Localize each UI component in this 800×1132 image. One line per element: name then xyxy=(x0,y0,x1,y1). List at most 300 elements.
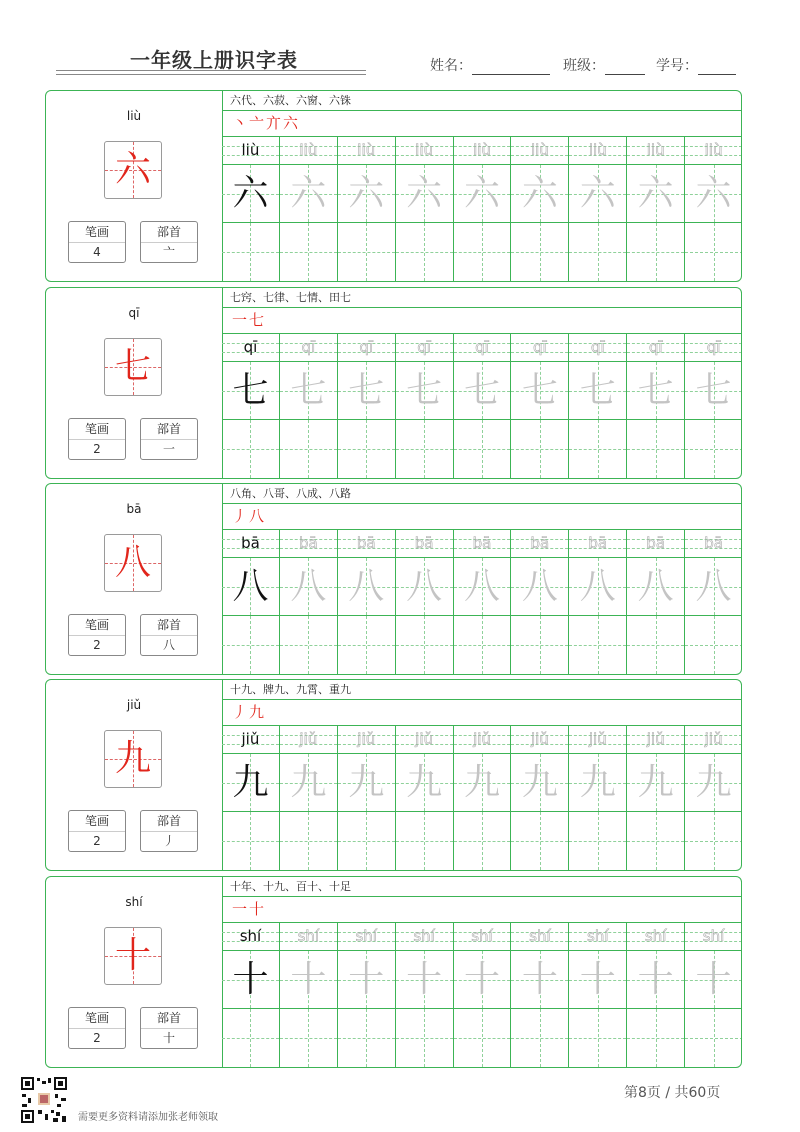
pinyin-trace: liù xyxy=(646,141,665,159)
pinyin-trace: shí xyxy=(297,927,320,945)
character-card xyxy=(45,876,742,1068)
character-trace: 七 xyxy=(579,370,616,411)
character-practice-cell[interactable] xyxy=(685,165,742,223)
blank-practice-cell[interactable] xyxy=(685,616,742,674)
character-practice-cell[interactable] xyxy=(222,362,280,420)
pinyin-practice-cell[interactable] xyxy=(511,726,569,754)
pinyin-trace: bā xyxy=(588,534,608,552)
main-character-box xyxy=(104,338,162,396)
stroke-order: 一十 xyxy=(222,897,742,923)
character-trace: 八 xyxy=(348,566,385,607)
pinyin-trace: bā xyxy=(414,534,434,552)
pinyin-trace: qī xyxy=(590,338,605,356)
character-trace: 十 xyxy=(521,959,558,1000)
blank-practice-cell[interactable] xyxy=(685,812,742,870)
pinyin-practice-cell[interactable] xyxy=(627,726,685,754)
blank-practice-cell[interactable] xyxy=(511,616,569,674)
stroke-count-label: 笔画 xyxy=(69,419,125,440)
radical-value: 十 xyxy=(162,1031,175,1045)
blank-practice-cell[interactable] xyxy=(569,812,627,870)
pinyin-label: shí xyxy=(125,895,143,909)
pinyin-practice-cell[interactable] xyxy=(627,334,685,362)
name-field[interactable] xyxy=(430,55,550,75)
blank-practice-cell[interactable] xyxy=(280,223,338,281)
character-trace: 十 xyxy=(463,959,500,1000)
blank-practice-cell[interactable] xyxy=(627,1009,685,1067)
pinyin-practice-cell[interactable] xyxy=(338,726,396,754)
character-card xyxy=(45,90,742,282)
pinyin-practice-cell[interactable] xyxy=(627,137,685,165)
card-practice-panel xyxy=(222,484,742,674)
character-practice-cell[interactable] xyxy=(627,951,685,1009)
character-practice-cell[interactable] xyxy=(511,558,569,616)
blank-practice-cell[interactable] xyxy=(511,812,569,870)
character-practice-cell[interactable] xyxy=(454,362,512,420)
pinyin-practice-cell[interactable] xyxy=(338,923,396,951)
character-practice-cell[interactable] xyxy=(569,951,627,1009)
pinyin-practice-cell[interactable] xyxy=(396,726,454,754)
example-words: 六代、六菽、六窗、六铢 xyxy=(222,91,742,111)
stroke-count-value: 4 xyxy=(93,245,101,259)
character-trace: 九 xyxy=(695,762,732,803)
character-trace: 六 xyxy=(406,173,443,214)
character-trace: 六 xyxy=(348,173,385,214)
radical-label: 部首 xyxy=(141,811,197,832)
pinyin-practice-cell[interactable] xyxy=(338,137,396,165)
pinyin-model: jiǔ xyxy=(241,730,260,748)
main-character: 七 xyxy=(114,346,151,387)
character-trace: 八 xyxy=(406,566,443,607)
character-trace: 九 xyxy=(290,762,327,803)
character-practice-cell[interactable] xyxy=(454,558,512,616)
stroke-count-label: 笔画 xyxy=(69,615,125,636)
character-trace: 十 xyxy=(348,959,385,1000)
character-trace: 八 xyxy=(637,566,674,607)
pinyin-model: shí xyxy=(239,927,262,945)
character-practice-cell[interactable] xyxy=(222,951,280,1009)
pinyin-trace: shí xyxy=(644,927,667,945)
pinyin-practice-cell[interactable] xyxy=(454,137,512,165)
radical-label: 部首 xyxy=(141,615,197,636)
name-label: 姓名： xyxy=(430,58,472,74)
pinyin-practice-cell[interactable] xyxy=(222,137,280,165)
character-trace: 八 xyxy=(463,566,500,607)
character-trace: 九 xyxy=(463,762,500,803)
page-number: 第8页 / 共60页 xyxy=(624,1085,721,1101)
radical-value: 八 xyxy=(162,638,175,652)
character-practice-cell[interactable] xyxy=(685,362,742,420)
card-practice-panel xyxy=(222,91,742,281)
character-trace: 七 xyxy=(290,370,327,411)
main-character: 六 xyxy=(114,149,151,190)
character-model: 九 xyxy=(232,762,269,803)
stroke-count-value: 2 xyxy=(93,442,101,456)
character-practice-cell[interactable] xyxy=(338,951,396,1009)
blank-practice-cell[interactable] xyxy=(280,812,338,870)
blank-practice-cell[interactable] xyxy=(627,616,685,674)
character-practice-cell[interactable] xyxy=(396,754,454,812)
pinyin-trace: qī xyxy=(475,338,489,356)
radical-label: 部首 xyxy=(141,222,197,243)
pinyin-practice-cell[interactable] xyxy=(569,530,627,558)
character-card xyxy=(45,483,742,675)
radical-box xyxy=(140,810,198,852)
character-practice-cell[interactable] xyxy=(280,558,338,616)
pinyin-label: bā xyxy=(126,502,142,516)
main-character-box xyxy=(104,927,162,985)
blank-practice-cell[interactable] xyxy=(222,1009,280,1067)
pinyin-model: bā xyxy=(241,534,260,552)
pinyin-trace: jiǔ xyxy=(588,730,607,748)
character-trace: 九 xyxy=(348,762,385,803)
class-field[interactable] xyxy=(563,55,645,75)
stroke-count-label: 笔画 xyxy=(69,811,125,832)
character-trace: 六 xyxy=(637,173,674,214)
radical-label: 部首 xyxy=(141,1008,197,1029)
pinyin-practice-cell[interactable] xyxy=(569,334,627,362)
pinyin-practice-cell[interactable] xyxy=(222,530,280,558)
stroke-order: 丿九 xyxy=(222,700,742,726)
pinyin-trace: liù xyxy=(473,141,491,159)
pinyin-practice-cell[interactable] xyxy=(685,137,742,165)
character-practice-cell[interactable] xyxy=(454,165,512,223)
stroke-count-box xyxy=(68,810,126,852)
character-practice-cell[interactable] xyxy=(280,754,338,812)
pinyin-trace: qī xyxy=(648,338,663,356)
character-practice-cell[interactable] xyxy=(396,951,454,1009)
pinyin-practice-cell[interactable] xyxy=(454,923,512,951)
pinyin-practice-cell[interactable] xyxy=(222,726,280,754)
pinyin-trace: jiǔ xyxy=(473,730,491,748)
blank-practice-cell[interactable] xyxy=(338,812,396,870)
practice-grid xyxy=(222,334,742,479)
pinyin-practice-cell[interactable] xyxy=(280,726,338,754)
pinyin-practice-cell[interactable] xyxy=(222,923,280,951)
pinyin-trace: shí xyxy=(587,927,609,945)
character-trace: 六 xyxy=(463,173,500,214)
blank-practice-cell[interactable] xyxy=(454,223,512,281)
character-trace: 六 xyxy=(579,173,616,214)
character-trace: 十 xyxy=(579,959,616,1000)
character-trace: 十 xyxy=(406,959,443,1000)
radical-value: 亠 xyxy=(162,245,175,259)
pinyin-practice-cell[interactable] xyxy=(280,530,338,558)
practice-grid xyxy=(222,530,742,675)
example-words: 十九、牌九、九霄、重九 xyxy=(222,680,742,700)
character-trace: 七 xyxy=(406,370,443,411)
radical-value: 丿 xyxy=(162,834,175,848)
blank-practice-cell[interactable] xyxy=(338,616,396,674)
pinyin-trace: bā xyxy=(472,534,492,552)
pinyin-trace: liù xyxy=(530,141,549,159)
card-practice-panel xyxy=(222,288,742,478)
stroke-count-value: 2 xyxy=(93,834,101,848)
pinyin-practice-cell[interactable] xyxy=(454,334,512,362)
blank-practice-cell[interactable] xyxy=(396,420,454,478)
blank-practice-cell[interactable] xyxy=(222,223,280,281)
character-model: 七 xyxy=(232,370,269,411)
blank-practice-cell[interactable] xyxy=(511,1009,569,1067)
blank-practice-cell[interactable] xyxy=(454,420,512,478)
title-underline-2 xyxy=(56,74,366,75)
practice-grid xyxy=(222,923,742,1068)
character-practice-cell[interactable] xyxy=(222,165,280,223)
pinyin-practice-cell[interactable] xyxy=(280,923,338,951)
pinyin-practice-cell[interactable] xyxy=(569,726,627,754)
pinyin-trace: jiǔ xyxy=(646,730,665,748)
pinyin-model: liù xyxy=(241,141,260,159)
pinyin-practice-cell[interactable] xyxy=(396,137,454,165)
stroke-count-box xyxy=(68,221,126,263)
character-card xyxy=(45,679,742,871)
character-practice-cell[interactable] xyxy=(396,558,454,616)
blank-practice-cell[interactable] xyxy=(569,420,627,478)
character-practice-cell[interactable] xyxy=(222,754,280,812)
character-trace: 六 xyxy=(290,173,327,214)
title-underline xyxy=(56,70,366,71)
character-practice-cell[interactable] xyxy=(338,165,396,223)
number-label: 学号： xyxy=(656,58,698,74)
character-practice-cell[interactable] xyxy=(396,165,454,223)
stroke-order: 一七 xyxy=(222,308,742,334)
character-practice-cell[interactable] xyxy=(511,165,569,223)
stroke-count-label: 笔画 xyxy=(69,1008,125,1029)
pinyin-trace: qī xyxy=(706,338,721,356)
character-practice-cell[interactable] xyxy=(627,754,685,812)
pinyin-trace: shí xyxy=(702,927,725,945)
character-practice-cell[interactable] xyxy=(280,951,338,1009)
blank-practice-cell[interactable] xyxy=(454,812,512,870)
pinyin-label: qī xyxy=(128,306,140,320)
pinyin-trace: liù xyxy=(299,141,318,159)
character-practice-cell[interactable] xyxy=(627,558,685,616)
blank-practice-cell[interactable] xyxy=(627,223,685,281)
pinyin-trace: bā xyxy=(356,534,376,552)
character-practice-cell[interactable] xyxy=(511,362,569,420)
blank-practice-cell[interactable] xyxy=(569,1009,627,1067)
pinyin-practice-cell[interactable] xyxy=(396,923,454,951)
blank-practice-cell[interactable] xyxy=(569,616,627,674)
character-practice-cell[interactable] xyxy=(280,165,338,223)
stroke-order: 丶亠亣六 xyxy=(222,111,742,137)
pinyin-practice-cell[interactable] xyxy=(222,334,280,362)
stroke-count-label: 笔画 xyxy=(69,222,125,243)
character-practice-cell[interactable] xyxy=(569,754,627,812)
class-blank[interactable] xyxy=(605,60,645,75)
blank-practice-cell[interactable] xyxy=(685,1009,742,1067)
pinyin-practice-cell[interactable] xyxy=(569,923,627,951)
character-trace: 九 xyxy=(521,762,558,803)
character-trace: 七 xyxy=(463,370,500,411)
pinyin-practice-cell[interactable] xyxy=(511,530,569,558)
character-practice-cell[interactable] xyxy=(338,754,396,812)
blank-practice-cell[interactable] xyxy=(280,616,338,674)
main-character-box xyxy=(104,141,162,199)
main-character: 八 xyxy=(114,542,151,583)
pinyin-label: jiǔ xyxy=(126,698,142,712)
pinyin-label: liù xyxy=(126,109,142,123)
stroke-count-value: 2 xyxy=(93,638,101,652)
pinyin-trace: liù xyxy=(357,141,376,159)
practice-grid xyxy=(222,726,742,871)
pinyin-practice-cell[interactable] xyxy=(511,137,569,165)
character-practice-cell[interactable] xyxy=(454,754,512,812)
pinyin-trace: qī xyxy=(359,338,374,356)
number-blank[interactable] xyxy=(698,60,736,75)
pinyin-practice-cell[interactable] xyxy=(338,530,396,558)
pinyin-trace: jiǔ xyxy=(357,730,376,748)
pinyin-practice-cell[interactable] xyxy=(569,137,627,165)
card-info-panel xyxy=(46,877,223,1067)
character-trace: 十 xyxy=(290,959,327,1000)
character-practice-cell[interactable] xyxy=(685,951,742,1009)
class-label: 班级： xyxy=(563,58,605,74)
pinyin-trace: shí xyxy=(471,927,493,945)
blank-practice-cell[interactable] xyxy=(222,812,280,870)
pinyin-trace: qī xyxy=(533,338,547,356)
radical-box xyxy=(140,418,198,460)
character-practice-cell[interactable] xyxy=(222,558,280,616)
blank-practice-cell[interactable] xyxy=(685,420,742,478)
pinyin-trace: liù xyxy=(704,141,723,159)
pinyin-practice-cell[interactable] xyxy=(396,530,454,558)
character-practice-cell[interactable] xyxy=(627,165,685,223)
blank-practice-cell[interactable] xyxy=(338,1009,396,1067)
blank-practice-cell[interactable] xyxy=(569,223,627,281)
character-trace: 八 xyxy=(521,566,558,607)
card-info-panel xyxy=(46,484,223,674)
page-title: 一年级上册识字表 xyxy=(130,48,298,72)
character-practice-cell[interactable] xyxy=(569,165,627,223)
pinyin-practice-cell[interactable] xyxy=(511,334,569,362)
pinyin-practice-cell[interactable] xyxy=(280,137,338,165)
blank-practice-cell[interactable] xyxy=(685,223,742,281)
pinyin-practice-cell[interactable] xyxy=(396,334,454,362)
pinyin-trace: bā xyxy=(530,534,550,552)
pinyin-practice-cell[interactable] xyxy=(454,726,512,754)
character-card xyxy=(45,287,742,479)
pinyin-practice-cell[interactable] xyxy=(627,530,685,558)
character-practice-cell[interactable] xyxy=(627,362,685,420)
character-trace: 九 xyxy=(579,762,616,803)
main-character-box xyxy=(104,730,162,788)
card-practice-panel xyxy=(222,877,742,1067)
main-character: 九 xyxy=(114,738,151,779)
character-practice-cell[interactable] xyxy=(338,558,396,616)
character-trace: 七 xyxy=(695,370,732,411)
blank-practice-cell[interactable] xyxy=(454,616,512,674)
blank-practice-cell[interactable] xyxy=(222,420,280,478)
character-trace: 八 xyxy=(290,566,327,607)
practice-grid xyxy=(222,137,742,282)
blank-practice-cell[interactable] xyxy=(396,223,454,281)
character-trace: 八 xyxy=(579,566,616,607)
pinyin-practice-cell[interactable] xyxy=(627,923,685,951)
card-practice-panel xyxy=(222,680,742,870)
pinyin-trace: bā xyxy=(298,534,318,552)
stroke-count-box xyxy=(68,418,126,460)
pinyin-practice-cell[interactable] xyxy=(685,726,742,754)
pinyin-trace: jiǔ xyxy=(530,730,549,748)
blank-practice-cell[interactable] xyxy=(338,223,396,281)
blank-practice-cell[interactable] xyxy=(222,616,280,674)
pinyin-trace: shí xyxy=(413,927,435,945)
character-practice-cell[interactable] xyxy=(454,951,512,1009)
character-practice-cell[interactable] xyxy=(338,362,396,420)
blank-practice-cell[interactable] xyxy=(396,812,454,870)
pinyin-trace: liù xyxy=(588,141,607,159)
character-trace: 六 xyxy=(695,173,732,214)
example-words: 八角、八哥、八成、八路 xyxy=(222,484,742,504)
pinyin-trace: bā xyxy=(704,534,723,552)
character-practice-cell[interactable] xyxy=(396,362,454,420)
pinyin-practice-cell[interactable] xyxy=(338,334,396,362)
character-model: 六 xyxy=(232,173,269,214)
blank-practice-cell[interactable] xyxy=(511,223,569,281)
stroke-count-box xyxy=(68,1007,126,1049)
pinyin-trace: qī xyxy=(301,338,316,356)
main-character: 十 xyxy=(114,935,151,976)
blank-practice-cell[interactable] xyxy=(511,420,569,478)
pinyin-practice-cell[interactable] xyxy=(685,923,742,951)
stroke-order: 丿八 xyxy=(222,504,742,530)
character-practice-cell[interactable] xyxy=(511,754,569,812)
pinyin-practice-cell[interactable] xyxy=(685,530,742,558)
number-field[interactable] xyxy=(656,55,736,75)
character-trace: 七 xyxy=(348,370,385,411)
pinyin-practice-cell[interactable] xyxy=(685,334,742,362)
blank-practice-cell[interactable] xyxy=(280,1009,338,1067)
pinyin-trace: qī xyxy=(417,338,431,356)
character-practice-cell[interactable] xyxy=(685,558,742,616)
blank-practice-cell[interactable] xyxy=(454,1009,512,1067)
pinyin-practice-cell[interactable] xyxy=(511,923,569,951)
stroke-count-value: 2 xyxy=(93,1031,101,1045)
pinyin-model: qī xyxy=(243,338,258,356)
pinyin-practice-cell[interactable] xyxy=(280,334,338,362)
radical-box xyxy=(140,221,198,263)
pinyin-trace: jiǔ xyxy=(704,730,723,748)
radical-value: 一 xyxy=(162,442,175,456)
blank-practice-cell[interactable] xyxy=(627,812,685,870)
character-practice-cell[interactable] xyxy=(685,754,742,812)
blank-practice-cell[interactable] xyxy=(280,420,338,478)
character-model: 十 xyxy=(232,959,269,1000)
name-blank[interactable] xyxy=(472,60,550,75)
character-practice-cell[interactable] xyxy=(511,951,569,1009)
character-trace: 七 xyxy=(637,370,674,411)
card-info-panel xyxy=(46,680,223,870)
character-trace: 十 xyxy=(695,959,732,1000)
radical-box xyxy=(140,1007,198,1049)
radical-label: 部首 xyxy=(141,419,197,440)
character-practice-cell[interactable] xyxy=(569,558,627,616)
character-trace: 十 xyxy=(637,959,674,1000)
blank-practice-cell[interactable] xyxy=(338,420,396,478)
blank-practice-cell[interactable] xyxy=(396,616,454,674)
main-character-box xyxy=(104,534,162,592)
character-trace: 六 xyxy=(521,173,558,214)
character-practice-cell[interactable] xyxy=(569,362,627,420)
example-words: 十年、十九、百十、十足 xyxy=(222,877,742,897)
example-words: 七窍、七律、七情、田七 xyxy=(222,288,742,308)
blank-practice-cell[interactable] xyxy=(396,1009,454,1067)
character-trace: 九 xyxy=(406,762,443,803)
pinyin-practice-cell[interactable] xyxy=(454,530,512,558)
character-practice-cell[interactable] xyxy=(280,362,338,420)
blank-practice-cell[interactable] xyxy=(627,420,685,478)
footer-note: 需要更多资料请添加张老师领取 xyxy=(78,1112,218,1123)
